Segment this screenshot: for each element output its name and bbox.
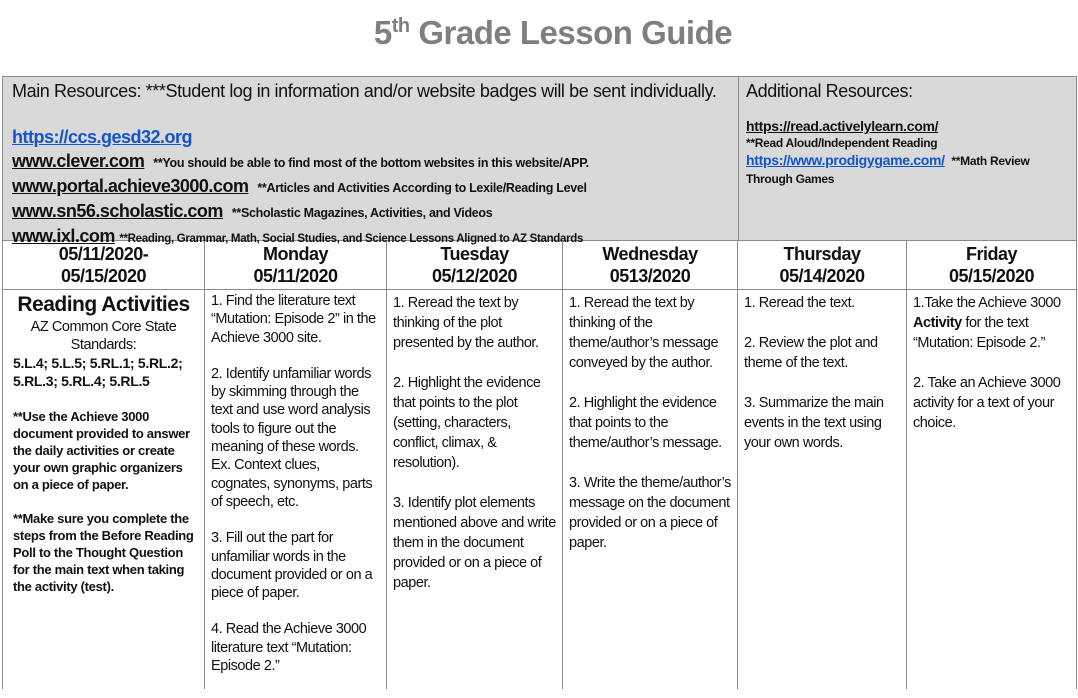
- column-header: Thursday 05/14/2020: [738, 241, 906, 290]
- column-header: 05/11/2020- 05/15/2020: [3, 241, 204, 290]
- link-scholastic[interactable]: www.sn56.scholastic.com: [12, 201, 223, 221]
- main-resources-box: Main Resources: ***Student log in information and/or website badges will be sent individually. https://ccs.gesd32.org www.clever.com **You should be able to find most of the bottom websites in this website/APP. www.portal.achieve3000.com **Articles and Activities According to Lexile/Reading Level www.sn56.scholastic.com **Scholastic Magazines, Activities, and Videos www.ixl.com **Reading, Grammar, Math, Social Studies, and Science Lessons Aligned to AZ Standards: [2, 76, 739, 241]
- link-achieve3000[interactable]: www.portal.achieve3000.com: [12, 176, 249, 196]
- column-tuesday: Tuesday 05/12/2020 1. Reread the text by thinking of the plot presented by the author. 2. Highlight the evidence that points to the plot (setting, characters, conflict, climax, & resolution). 3. Identify plot elements mentioned above and write them in the document provided or on a piece of paper.: [387, 241, 563, 689]
- main-resources-heading: Main Resources: ***Student log in information and/or website badges will be sent individually.: [12, 81, 717, 101]
- link-prodigy[interactable]: https://www.prodigygame.com/: [746, 152, 945, 168]
- reading-activities-title: Reading Activities: [17, 293, 190, 316]
- column-header: Monday 05/11/2020: [205, 241, 386, 290]
- column-header: Friday 05/15/2020: [907, 241, 1076, 290]
- link-clever[interactable]: www.clever.com: [12, 151, 145, 171]
- column-week: 05/11/2020- 05/15/2020 Reading Activities AZ Common Core State Standards: 5.L.4; 5.L.5; 5.RL.1; 5.RL.2; 5.RL.3; 5.RL.4; 5.RL.5 **Use the Achieve 3000 document provided to answer the daily activities or create your own graphic organizers on a piece of paper. **Make sure you complete the steps from the Before Reading Poll to the Thought Question for the main text when taking the activity (test).: [2, 241, 205, 689]
- additional-resources-box: Additional Resources: https://read.activelylearn.com/ **Read Aloud/Independent Reading https://www.prodigygame.com/ **Math Review Through Games: [738, 76, 1077, 241]
- column-header: Tuesday 05/12/2020: [387, 241, 562, 290]
- additional-resources-heading: Additional Resources:: [746, 81, 913, 101]
- link-activelylearn[interactable]: https://read.activelylearn.com/: [746, 118, 939, 134]
- column-friday: Friday 05/15/2020 1.Take the Achieve 3000 Activity for the text “Mutation: Episode 2.” 2. Take an Achieve 3000 activity for a text of your choice.: [907, 241, 1077, 689]
- page-title: 5th Grade Lesson Guide: [373, 14, 733, 51]
- column-monday: Monday 05/11/2020 1. Find the literature text “Mutation: Episode 2” in the Achieve 3000 site. 2. Identify unfamiliar words by skimming through the text and use word analysis tools to figure out the meaning of these words. Ex. Context clues, cognates, synonyms, parts of speech, etc. 3. Fill out the part for unfamiliar words in the document provided or on a piece of paper. 4. Read the Achieve 3000 literature text “Mutation: Episode 2.”: [205, 241, 387, 689]
- column-thursday: Thursday 05/14/2020 1. Reread the text. 2. Review the plot and theme of the text. 3. Summarize the main events in the text using your own words.: [738, 241, 907, 689]
- column-wednesday: Wednesday 0513/2020 1. Reread the text by thinking of the theme/author’s message conveyed by the author. 2. Highlight the evidence that points to the theme/author’s message. 3. Write the theme/author’s message on the document provided or on a piece of paper.: [563, 241, 738, 689]
- column-header: Wednesday 0513/2020: [563, 241, 737, 290]
- link-ccs[interactable]: https://ccs.gesd32.org: [12, 127, 193, 147]
- standards-list: 5.L.4; 5.L.5; 5.RL.1; 5.RL.2; 5.RL.3; 5.RL.4; 5.RL.5: [13, 355, 183, 389]
- link-ixl[interactable]: www.ixl.com: [12, 226, 115, 246]
